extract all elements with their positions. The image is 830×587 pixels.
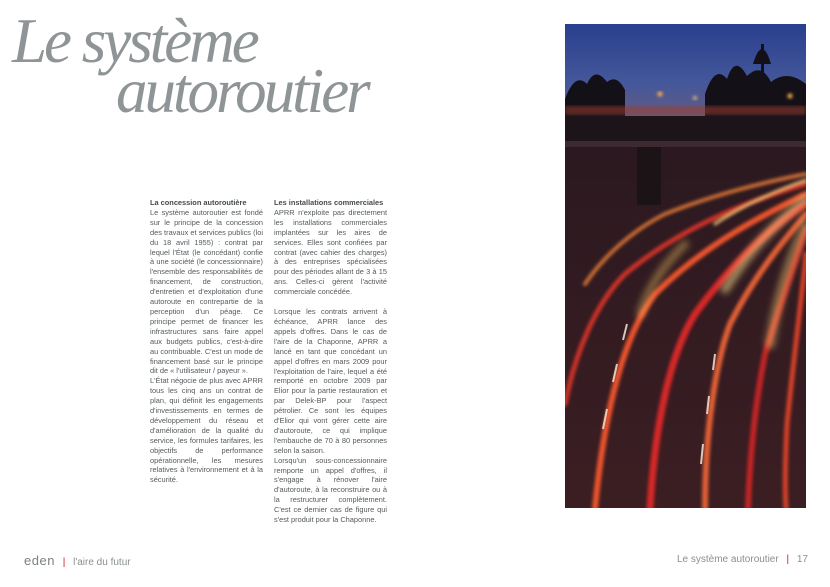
section-name: Le système autoroutier — [676, 554, 779, 565]
footer-separator-right: | — [786, 554, 790, 565]
page-title — [12, 6, 412, 126]
paragraph-concession-1: Le système autoroutier est fondé sur le principe de la concession des travaux et services publics (loi du 18 avril 1955) : contrat par lequel l'État (le concédant) confie à une société (le concessionnaire) l'ensemble des responsabilités de financement, de construction, d'entretien et d'exploitation d'une autoroute en contrepartie de la perception d'un péage. Ce principe permet de financer les infrastructures sans faire appel aux budgets publics, c'est-à-dire au contribuable. C'est un mode de financement basé sur le principe dit de « l'utilisateur / payeur ». — [150, 207, 263, 376]
footer-section — [677, 554, 808, 565]
footer-separator-left: | — [62, 557, 66, 568]
highway-night-photo — [565, 24, 806, 508]
heading-installations: Les installations commerciales — [274, 198, 384, 207]
title-line-2: autoroutier — [116, 56, 368, 126]
paragraph-installations-1: APRR n'exploite pas directement les installations commerciales implantées sur les aires de services. Elles sont confiées par contrat (avec cahier des charges) à des entreprises spécialisées pour des périodes allant de 3 à 15 ans. Celles-ci gèrent l'activité commerciale concédée. — [274, 207, 387, 297]
heading-concession: La concession autoroutière — [150, 198, 247, 207]
text-column-concession — [150, 198, 263, 485]
page-number: 17 — [796, 554, 808, 565]
brand-name: eden — [24, 553, 55, 568]
light-trails-illustration — [565, 24, 806, 508]
paragraph-installations-2: Lorsque les contrats arrivent à échéance, APRR lance des appels d'offres. Dans le cas de l'aire de la Chaponne, APRR a lancé en tant que concédant un appel d'offres en mars 2009 pour l'exploitation de l'aire, lequel a été remporté en octobre 2009 par Elior pour la partie restauration et par Delek-BP pour l'aspect pétrolier. Ce sont les équipes d'Elior qui vont gérer cette aire d'autoroute, ce qui implique l'embauche de 70 à 80 personnes selon la saison. — [274, 307, 387, 455]
text-column-installations — [274, 198, 387, 525]
brand-tagline: l'aire du futur — [73, 557, 131, 568]
paragraph-concession-2: L'État négocie de plus avec APRR tous les cinq ans un contrat de plan, qui définit les engagements d'investissements en termes de développement du réseau et d'amélioration de la qualité du service, les formules tarifaires, les objectifs de performance opérationnelle, les mesures relatives à l'environnement et à la sécurité. — [150, 376, 263, 485]
bridge-pillar — [637, 147, 661, 205]
paragraph-installations-3: Lorsqu'un sous-concessionnaire remporte un appel d'offres, il s'engage à rénover l'aire d'autoroute, à la reconstruire ou à la restructurer complètement. C'est ce dernier cas de figure qui s'est produit pour la Chaponne. — [274, 455, 387, 525]
footer-brand — [24, 553, 131, 568]
title-line-1: Le système — [12, 6, 257, 76]
